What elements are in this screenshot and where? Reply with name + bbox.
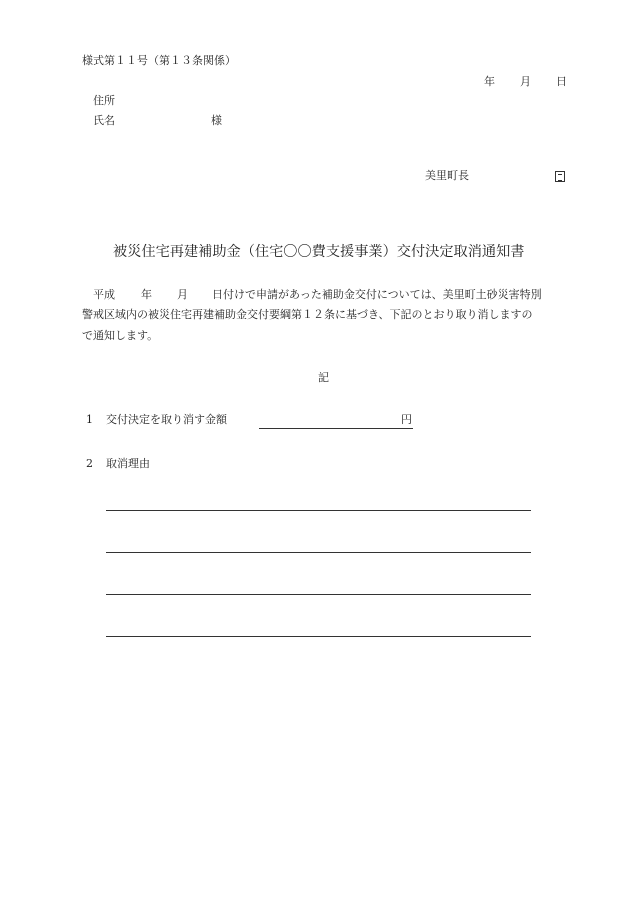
body-line1: 日付けで申請があった補助金交付については、美里町土砂災害特別 <box>212 288 542 301</box>
date-month-label: 月 <box>520 75 531 88</box>
item-1-unit: 円 <box>401 413 412 426</box>
reason-line-3[interactable] <box>106 594 531 595</box>
date-day-label: 日 <box>556 75 567 88</box>
item-1-label: 交付決定を取り消す金額 <box>106 413 227 426</box>
seal-stamp-icon <box>555 171 565 182</box>
form-number: 様式第１１号（第１３条関係） <box>82 54 236 67</box>
item-1-number: 1 <box>86 413 93 426</box>
honorific: 様 <box>211 114 222 127</box>
address-label: 住所 <box>93 94 115 107</box>
amount-field-line[interactable] <box>259 428 413 429</box>
body-era: 平成 <box>93 288 115 301</box>
reason-line-2[interactable] <box>106 552 531 553</box>
reason-line-1[interactable] <box>106 510 531 511</box>
name-label: 氏名 <box>93 114 115 127</box>
issuer-title: 美里町長 <box>425 169 469 182</box>
date-year-label: 年 <box>484 75 495 88</box>
body-year: 年 <box>141 288 152 301</box>
reason-line-4[interactable] <box>106 636 531 637</box>
item-2-label: 取消理由 <box>106 457 150 470</box>
body-month: 月 <box>177 288 188 301</box>
body-line3: で通知します。 <box>82 329 159 342</box>
item-2-number: 2 <box>86 457 93 470</box>
document-title: 被災住宅再建補助金（住宅〇〇費支援事業）交付決定取消通知書 <box>113 244 525 260</box>
body-line2: 警戒区域内の被災住宅再建補助金交付要綱第１２条に基づき、下記のとおり取り消しますの <box>82 308 533 321</box>
ki-label: 記 <box>318 371 329 384</box>
